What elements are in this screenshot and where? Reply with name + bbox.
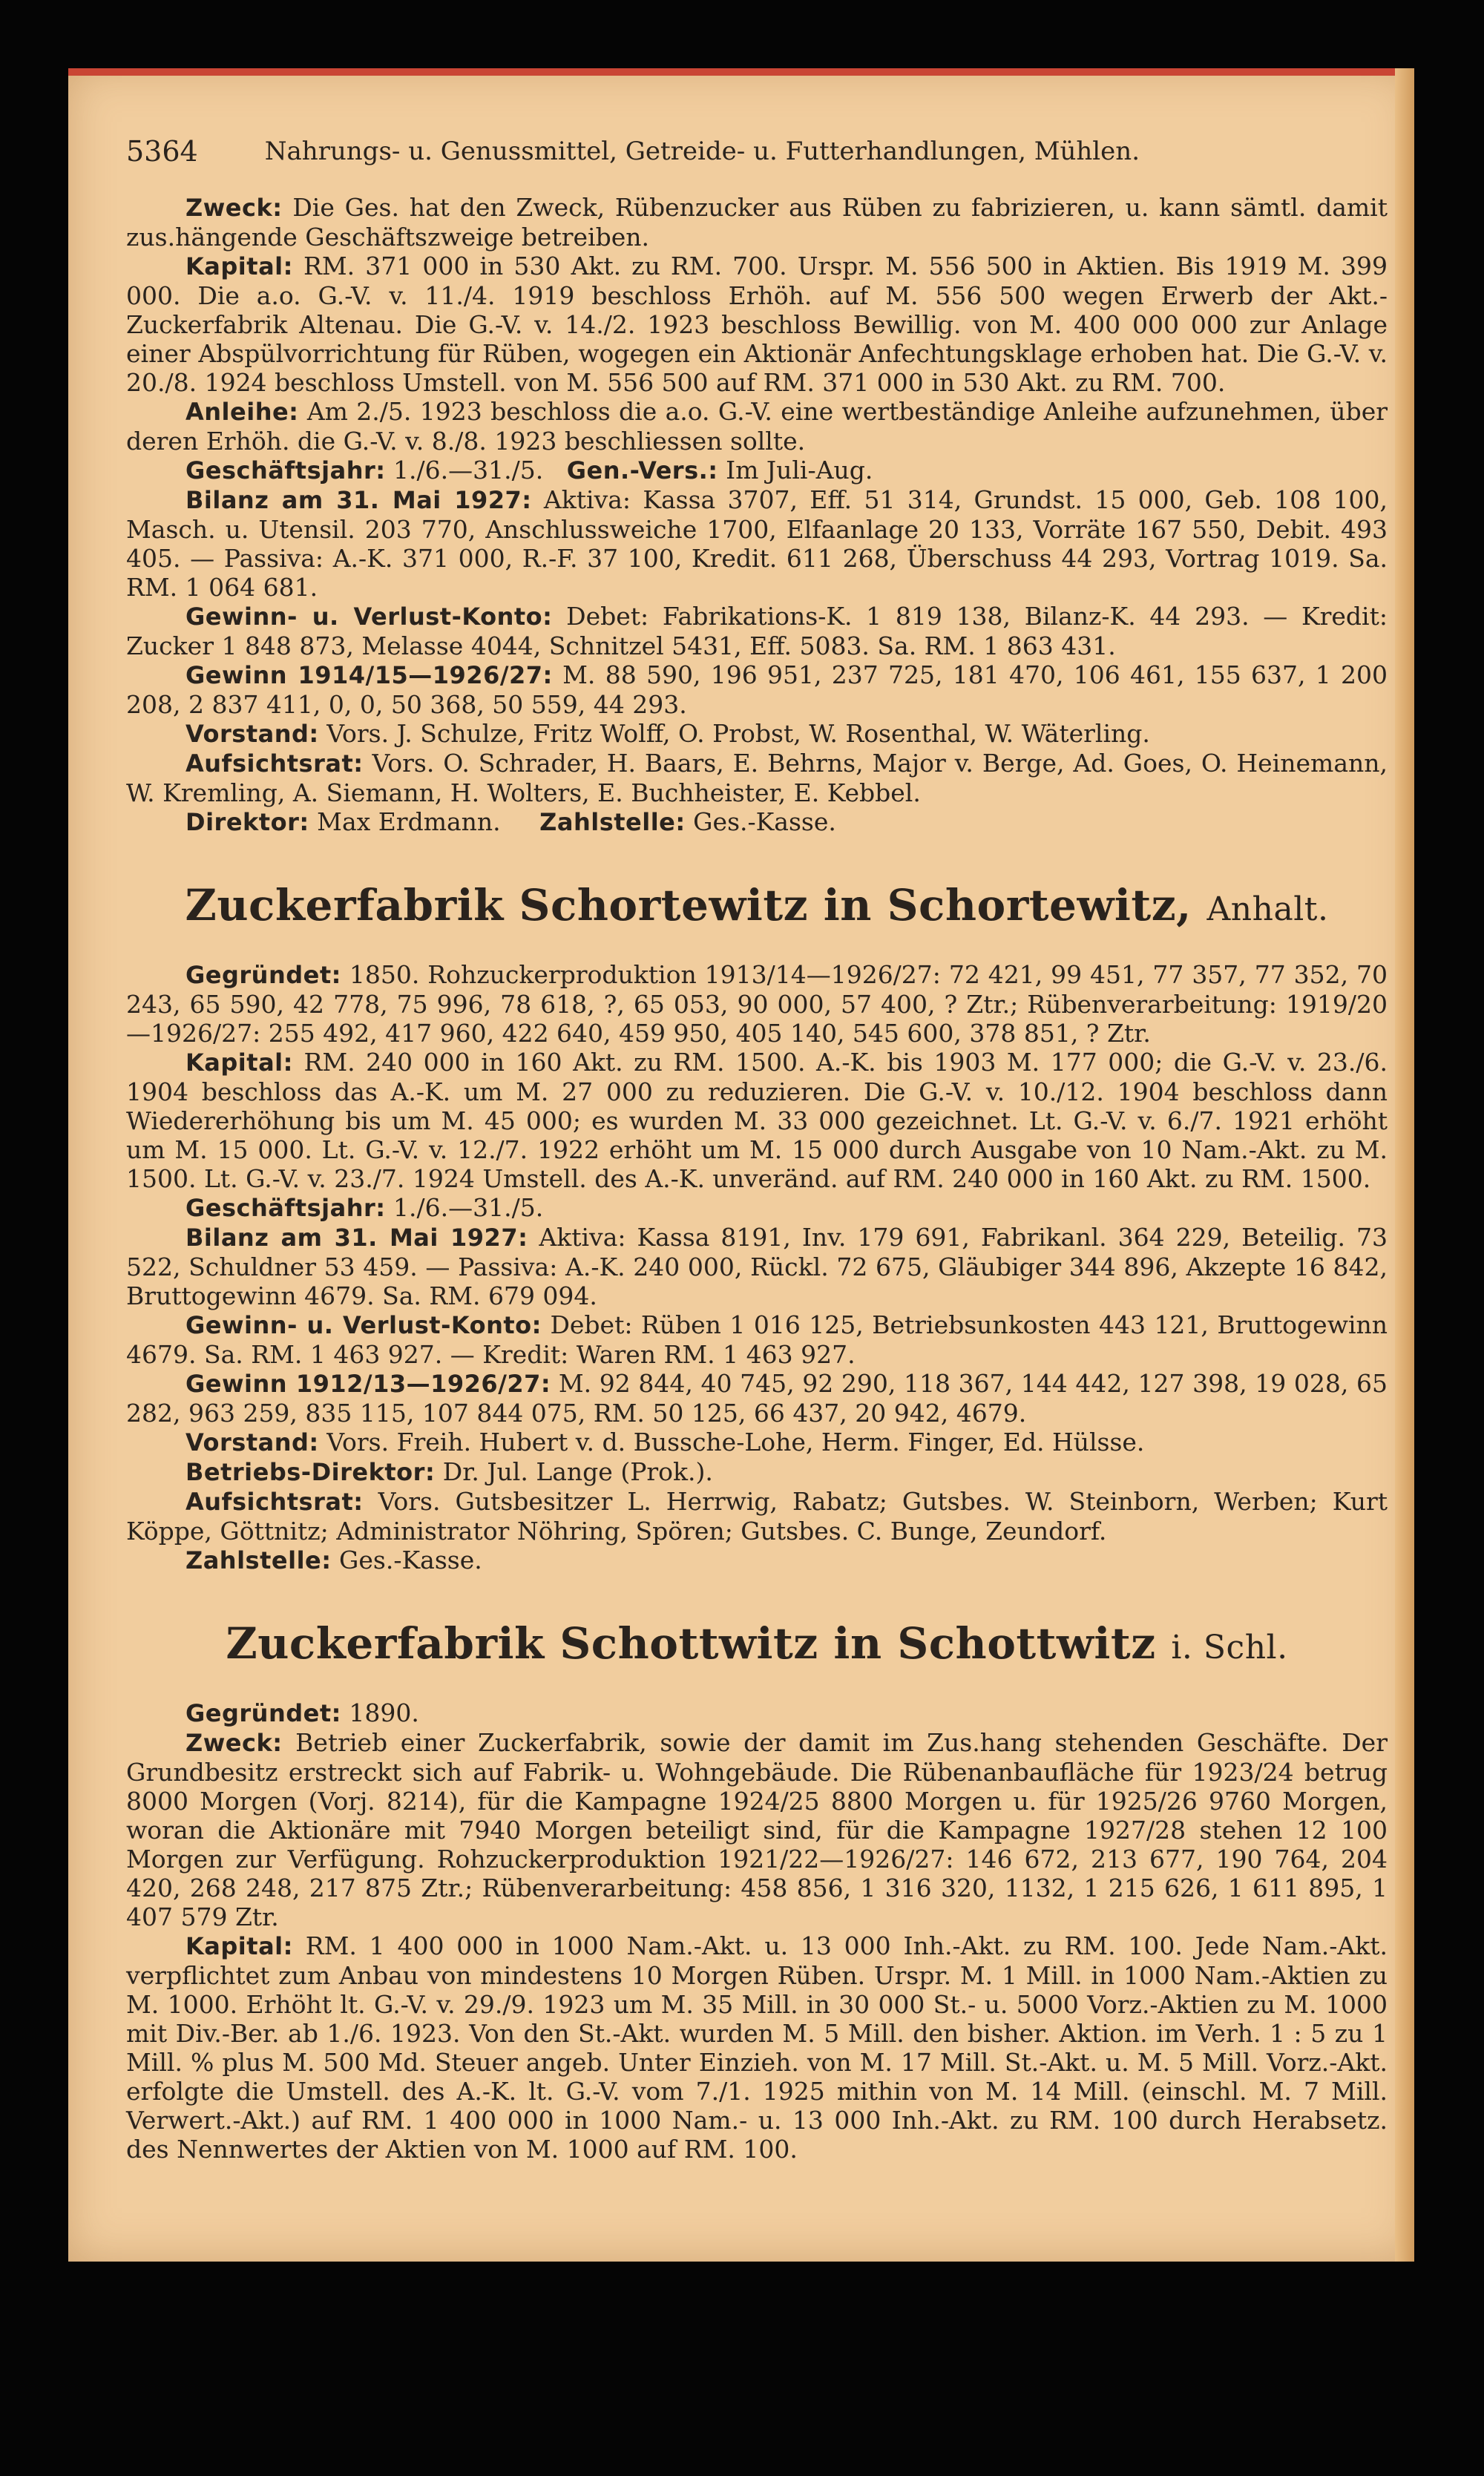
entry-paragraph: Geschäftsjahr: 1./6.—31./5. Gen.-Vers.: Im Juli-Aug.	[186, 456, 873, 485]
page-content	[126, 135, 1388, 2164]
page-number: 5364	[126, 135, 198, 168]
entry-paragraph: Betriebs-Direktor: Dr. Jul. Lange (Prok.).	[186, 1457, 713, 1486]
entry-paragraph: Kapital: RM. 240 000 in 160 Akt. zu RM. 1500. A.-K. bis 1903 M. 177 000; die G.-V. v. 23./6. 1904 beschloss das A.-K. um M. 27 000 zu reduzieren. Die G.-V. v. 10./12. 1904 beschloss dann Wiedererhöhung bis um M. 45 000; es wurden M. 33 000 gezeichnet. Lt. G.-V. v. 6./7. 1921 erhöht um M. 15 000. Lt. G.-V. v. 12./7. 1922 erhöht um M. 15 000 durch Ausgabe von 10 Nam.-Akt. zu M. 1500. Lt. G.-V. v. 23./7. 1924 Umstell. des A.-K. unveränd. auf RM. 240 000 in 160 Akt. zu RM. 1500.	[126, 1048, 1388, 1193]
entry-paragraph: Aufsichtsrat: Vors. Gutsbesitzer L. Herrwig, Rabatz; Gutsbes. W. Steinborn, Werben; Kurt Köppe, Göttnitz; Administrator Nöhring, Spören; Gutsbes. C. Bunge, Zeundorf.	[126, 1487, 1388, 1546]
entry-paragraph: Gegründet: 1850. Rohzuckerproduktion 1913/14—1926/27: 72 421, 99 451, 77 357, 77 352, 70 243, 65 590, 42 778, 75 996, 78 618, ?, 65 053, 90 000, 57 400, ? Ztr.; Rübenverarbeitung: 1919/20—1926/27: 255 492, 417 960, 422 640, 459 950, 405 140, 545 600, 378 851, ? Ztr.	[126, 960, 1388, 1048]
entry-paragraph: Zweck: Die Ges. hat den Zweck, Rübenzucker aus Rüben zu fabrizieren, u. kann sämtl. damit zus.hängende Geschäftszweige betreiben.	[126, 193, 1388, 252]
entry-paragraph: Gewinn 1912/13—1926/27: M. 92 844, 40 745, 92 290, 118 367, 144 442, 127 398, 19 028, 65 282, 963 259, 835 115, 107 844 075, RM. 50 125, 66 437, 20 942, 4679.	[126, 1369, 1388, 1428]
entry-paragraph: Vorstand: Vors. Freih. Hubert v. d. Bussche-Lohe, Herm. Finger, Ed. Hülsse.	[186, 1428, 1145, 1457]
page-right-edge	[1395, 68, 1414, 2262]
company-entry-schortewitz	[126, 880, 1388, 1575]
entry-paragraph: Gegründet: 1890.	[186, 1698, 419, 1727]
company-entry-altenau	[126, 193, 1388, 837]
company-heading: Zuckerfabrik Schottwitz in Schottwitz i. Schl.	[226, 1618, 1288, 1669]
entry-paragraph: Kapital: RM. 371 000 in 530 Akt. zu RM. 700. Urspr. M. 556 500 in Aktien. Bis 1919 M. 399 000. Die a.o. G.-V. v. 11./4. 1919 beschloss Erhöh. auf M. 556 500 wegen Erwerb der Akt.-Zuckerfabrik Altenau. Die G.-V. v. 14./2. 1923 beschloss Bewillig. von M. 400 000 000 zur Anlage einer Abspülvorrichtung für Rüben, wogegen ein Aktionär Anfechtungsklage erhoben hat. Die G.-V. v. 20./8. 1924 beschloss Umstell. von M. 556 500 auf RM. 371 000 in 530 Akt. zu RM. 700.	[126, 252, 1388, 397]
entry-paragraph: Bilanz am 31. Mai 1927: Aktiva: Kassa 8191, Inv. 179 691, Fabrikanl. 364 229, Beteilig. 73 522, Schuldner 53 459. — Passiva: A.-K. 240 000, Rückl. 72 675, Gläubiger 344 896, Akzepte 16 842, Bruttogewinn 4679. Sa. RM. 679 094.	[126, 1223, 1388, 1310]
scanned-page	[68, 68, 1414, 2262]
running-head	[126, 135, 1388, 168]
entry-paragraph: Vorstand: Vors. J. Schulze, Fritz Wolff, O. Probst, W. Rosenthal, W. Wäterling.	[186, 719, 1150, 748]
company-entry-schottwitz	[126, 1618, 1388, 2164]
running-head-title: Nahrungs- u. Genussmittel, Getreide- u. Futterhandlungen, Mühlen.	[264, 137, 1140, 166]
entry-paragraph: Zweck: Betrieb einer Zuckerfabrik, sowie der damit im Zus.hang stehenden Geschäfte. Der Grundbesitz erstreckt sich auf Fabrik- u. Wohngebäude. Die Rübenanbaufläche für 1923/24 betrug 8000 Morgen (Vorj. 8214), für die Kampagne 1924/25 8800 Morgen u. für 1925/26 9760 Morgen, woran die Aktionäre mit 7940 Morgen beteiligt sind, für die Kampagne 1927/28 stehen 12 100 Morgen zur Verfügung. Rohzuckerproduktion 1921/22—1926/27: 146 672, 213 677, 190 764, 204 420, 268 248, 217 875 Ztr.; Rübenverarbeitung: 458 856, 1 316 320, 1132, 1 215 626, 1 611 895, 1 407 579 Ztr.	[126, 1728, 1388, 1931]
entry-paragraph: Kapital: RM. 1 400 000 in 1000 Nam.-Akt. u. 13 000 Inh.-Akt. zu RM. 100. Jede Nam.-Akt. verpflichtet zum Anbau von mindestens 10 Morgen Rüben. Urspr. M. 1 Mill. in 1000 Nam.-Aktien zu M. 1000. Erhöht lt. G.-V. v. 29./9. 1923 um M. 35 Mill. in 30 000 St.- u. 5000 Vorz.-Aktien zu M. 1000 mit Div.-Ber. ab 1./6. 1923. Von den St.-Akt. wurden M. 5 Mill. den bisher. Aktion. im Verh. 1 : 5 zu 1 Mill. % plus M. 500 Md. Steuer angeb. Unter Einzieh. von M. 17 Mill. St.-Akt. u. M. 5 Mill. Vorz.-Akt. erfolgte die Umstell. des A.-K. lt. G.-V. vom 7./1. 1925 mithin von M. 14 Mill. (einschl. M. 7 Mill. Verwert.-Akt.) auf RM. 1 400 000 in 1000 Nam.- u. 13 000 Inh.-Akt. zu RM. 100 durch Herabsetz. des Nennwertes der Aktien von M. 1000 auf RM. 100.	[126, 1931, 1388, 2164]
entry-paragraph: Aufsichtsrat: Vors. O. Schrader, H. Baars, E. Behrns, Major v. Berge, Ad. Goes, O. Heinemann, W. Kremling, A. Siemann, H. Wolters, E. Buchheister, E. Kebbel.	[126, 749, 1388, 807]
entry-paragraph: Geschäftsjahr: 1./6.—31./5.	[186, 1193, 544, 1222]
entry-paragraph: Zahlstelle: Ges.-Kasse.	[186, 1546, 482, 1574]
entry-paragraph: Gewinn- u. Verlust-Konto: Debet: Fabrikations-K. 1 819 138, Bilanz-K. 44 293. — Kredit: Zucker 1 848 873, Melasse 4044, Schnitzel 5431, Eff. 5083. Sa. RM. 1 863 431.	[126, 602, 1388, 660]
entry-paragraph: Anleihe: Am 2./5. 1923 beschloss die a.o. G.-V. eine wertbeständige Anleihe aufzunehmen, über deren Erhöh. die G.-V. v. 8./8. 1923 beschliessen sollte.	[126, 397, 1388, 456]
company-heading: Zuckerfabrik Schortewitz in Schortewitz, Anhalt.	[185, 880, 1329, 930]
entry-paragraph: Gewinn 1914/15—1926/27: M. 88 590, 196 951, 237 725, 181 470, 106 461, 155 637, 1 200 208, 2 837 411, 0, 0, 50 368, 50 559, 44 293.	[126, 660, 1388, 719]
entry-paragraph: Direktor: Max Erdmann. Zahlstelle: Ges.-Kasse.	[186, 807, 836, 836]
entry-paragraph: Bilanz am 31. Mai 1927: Aktiva: Kassa 3707, Eff. 51 314, Grundst. 15 000, Geb. 108 100, Masch. u. Utensil. 203 770, Anschlussweiche 1700, Elfaanlage 20 133, Vorräte 167 550, Debit. 493 405. — Passiva: A.-K. 371 000, R.-F. 37 100, Kredit. 611 268, Überschuss 44 293, Vortrag 1019. Sa. RM. 1 064 681.	[126, 485, 1388, 602]
page-top-edge	[68, 68, 1414, 76]
entry-paragraph: Gewinn- u. Verlust-Konto: Debet: Rüben 1 016 125, Betriebsunkosten 443 121, Bruttogewinn 4679. Sa. RM. 1 463 927. — Kredit: Waren RM. 1 463 927.	[126, 1310, 1388, 1369]
